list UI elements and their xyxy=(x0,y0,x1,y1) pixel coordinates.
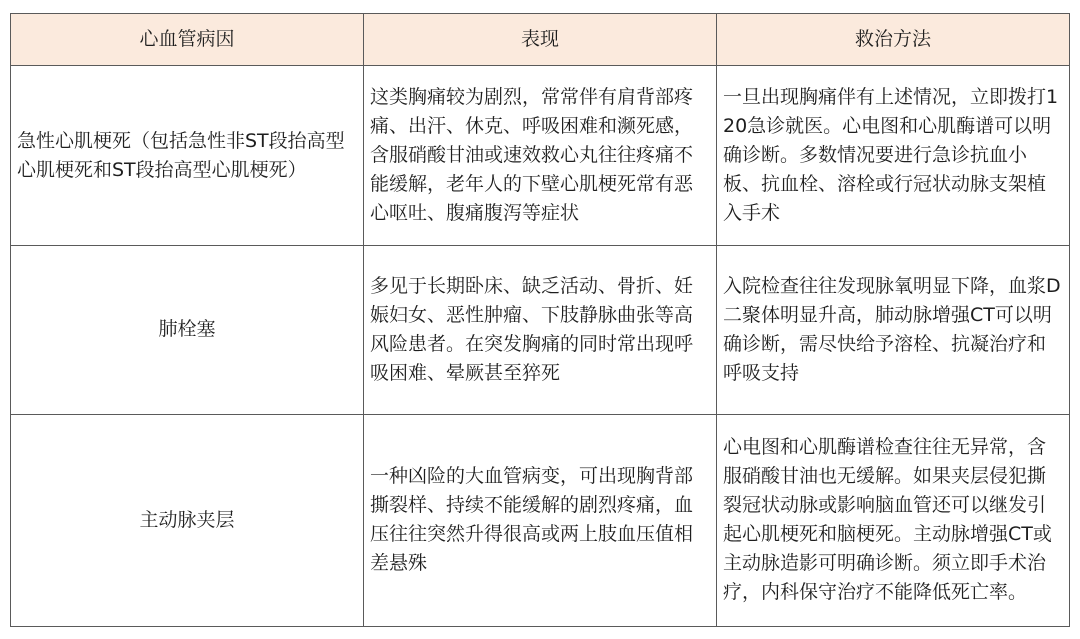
treatment-cell: 心电图和心肌酶谱检查往往无异常，含服硝酸甘油也无缓解。如果夹层侵犯撕裂冠状动脉或影响脑血管还可以继发引起心肌梗死和脑梗死。主动脉增强CT或主动脉造影可明确诊断。须立即手术治疗，内科保守治疗不能降低死亡率。 xyxy=(717,414,1070,626)
header-cause: 心血管病因 xyxy=(11,14,364,66)
header-treatment: 救治方法 xyxy=(717,14,1070,66)
table xyxy=(10,13,1070,627)
cause-cell: 主动脉夹层 xyxy=(11,414,364,626)
table-header xyxy=(11,14,1070,66)
table-row xyxy=(11,246,1070,414)
cause-cell: 急性心肌梗死（包括急性非ST段抬高型心肌梗死和ST段抬高型心肌梗死） xyxy=(11,66,364,246)
symptoms-cell: 多见于长期卧床、缺乏活动、骨折、妊娠妇女、恶性肿瘤、下肢静脉曲张等高风险患者。在突发胸痛的同时常出现呼吸困难、晕厥甚至猝死 xyxy=(364,246,717,414)
treatment-cell: 一旦出现胸痛伴有上述情况，立即拨打120急诊就医。心电图和心肌酶谱可以明确诊断。多数情况要进行急诊抗血小板、抗血栓、溶栓或行冠状动脉支架植入手术 xyxy=(717,66,1070,246)
header-symptoms: 表现 xyxy=(364,14,717,66)
header-row xyxy=(11,14,1070,66)
table-row xyxy=(11,414,1070,626)
cardiovascular-chest-pain-table xyxy=(10,13,1069,627)
treatment-cell: 入院检查往往发现脉氧明显下降，血浆D二聚体明显升高，肺动脉增强CT可以明确诊断，需尽快给予溶栓、抗凝治疗和呼吸支持 xyxy=(717,246,1070,414)
symptoms-cell: 一种凶险的大血管病变，可出现胸背部撕裂样、持续不能缓解的剧烈疼痛，血压往往突然升得很高或两上肢血压值相差悬殊 xyxy=(364,414,717,626)
cause-cell: 肺栓塞 xyxy=(11,246,364,414)
table-row xyxy=(11,66,1070,246)
symptoms-cell: 这类胸痛较为剧烈，常常伴有肩背部疼痛、出汗、休克、呼吸困难和濒死感，含服硝酸甘油或速效救心丸往往疼痛不能缓解，老年人的下壁心肌梗死常有恶心呕吐、腹痛腹泻等症状 xyxy=(364,66,717,246)
table-body xyxy=(11,66,1070,627)
